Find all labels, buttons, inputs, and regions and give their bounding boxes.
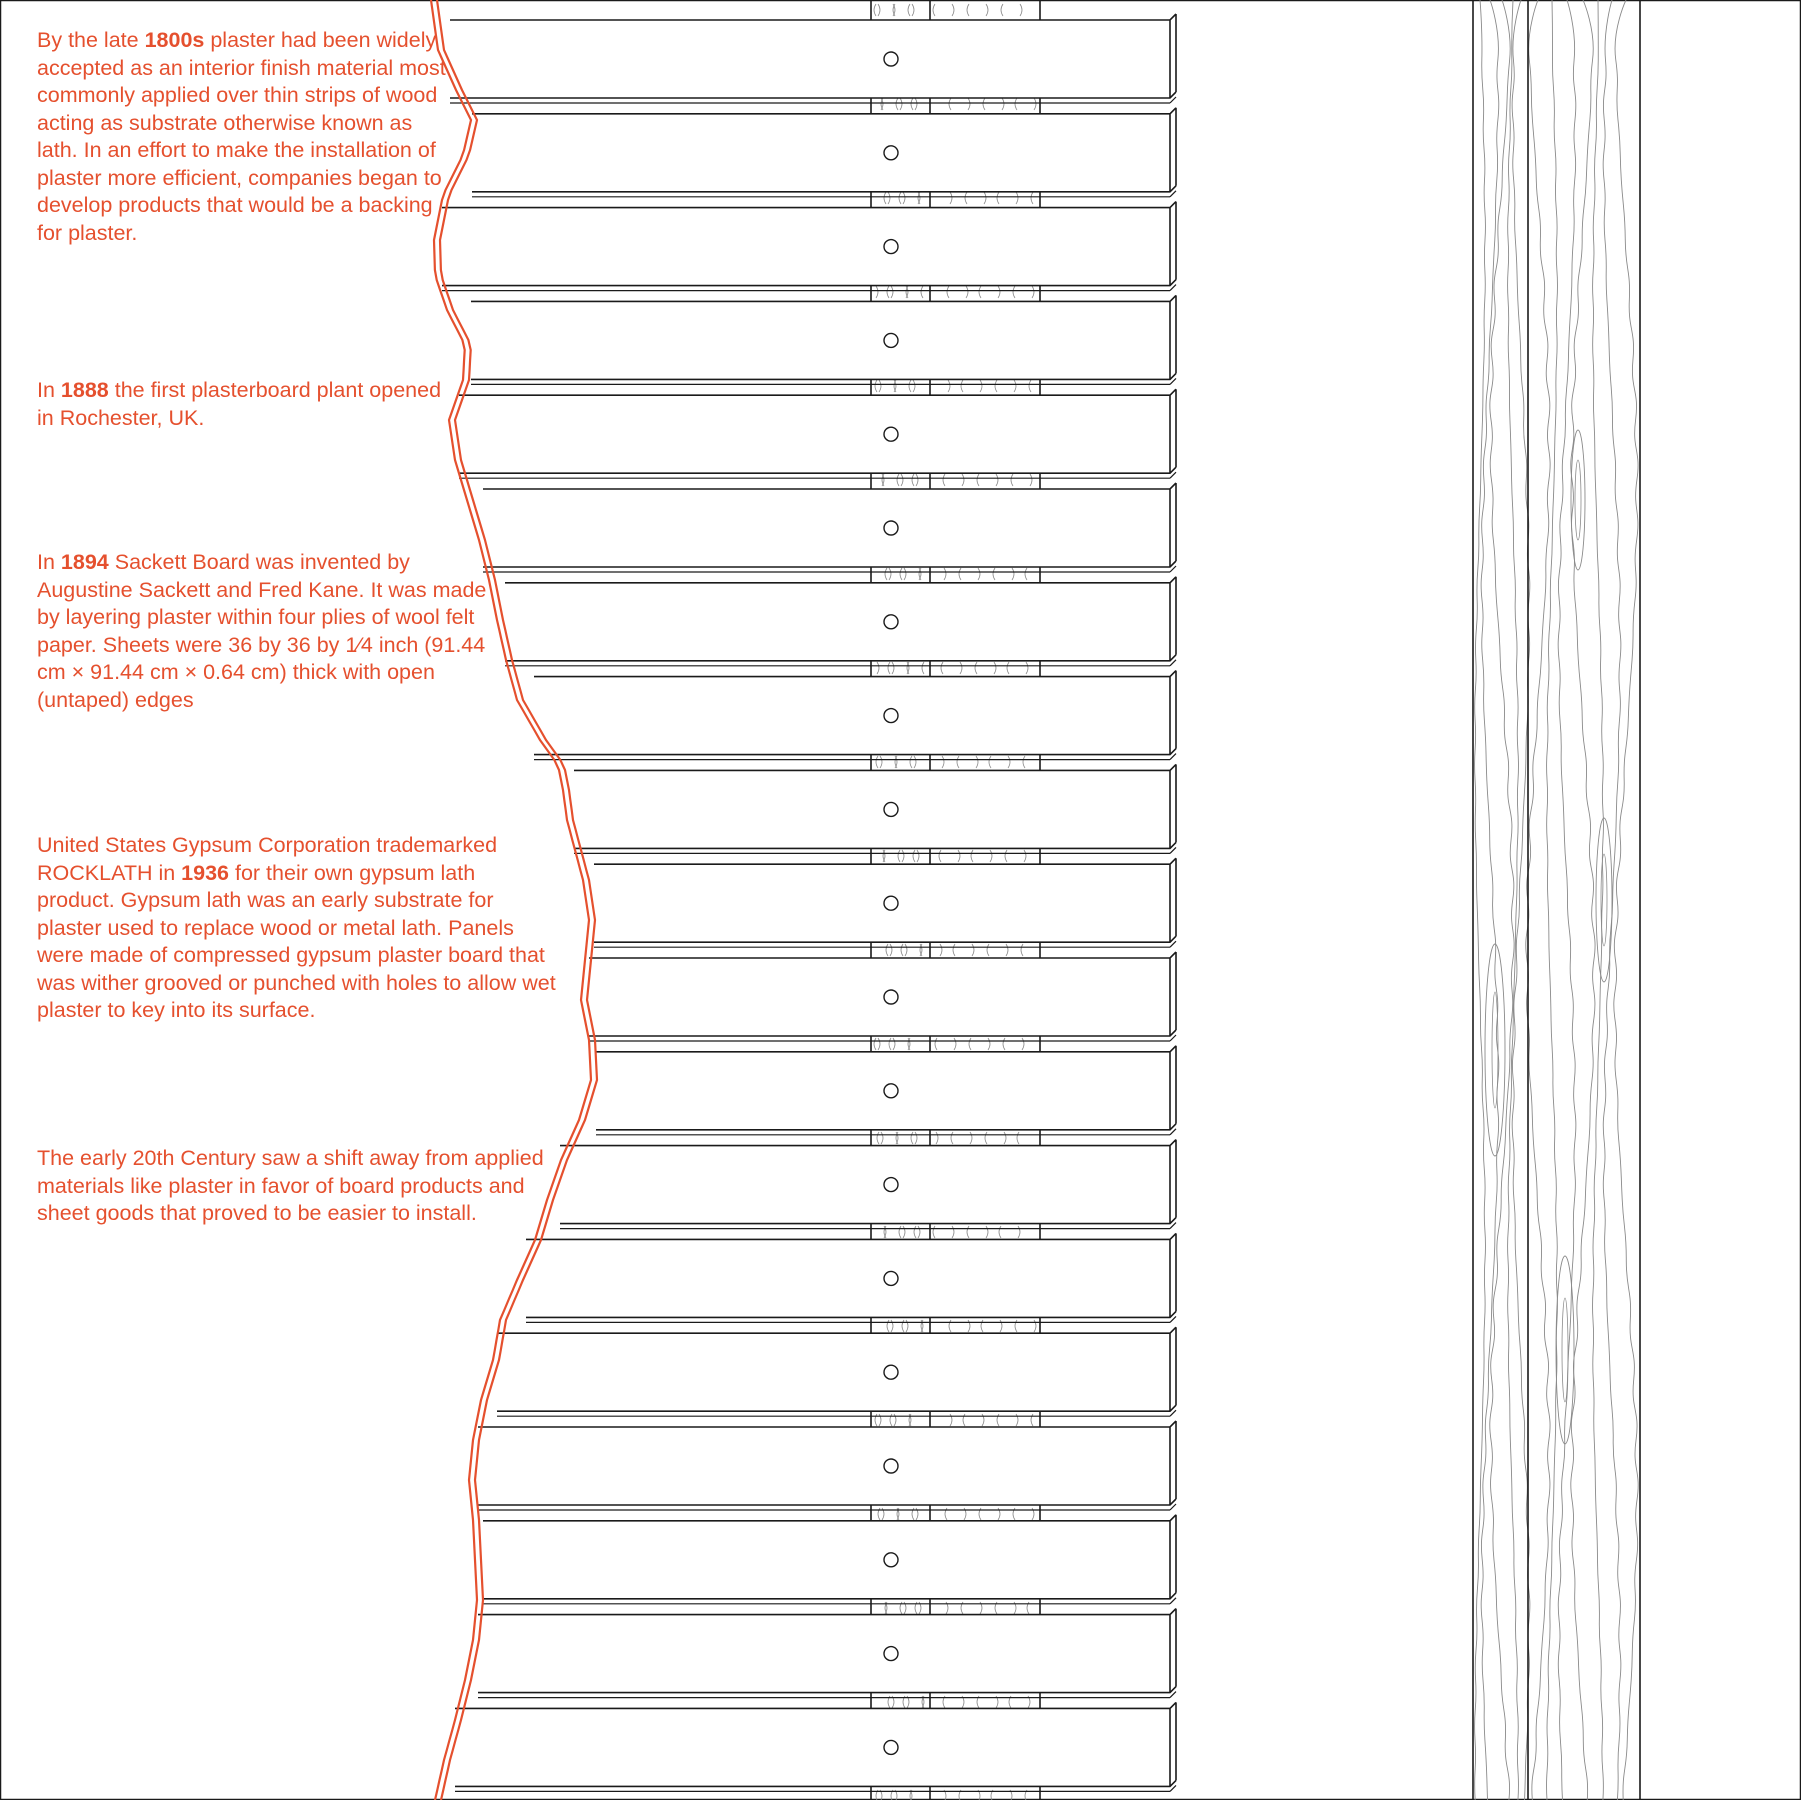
nail-head-circle-icon [884,240,898,254]
lath-strip [560,1140,1176,1229]
nail-head-circle-icon [884,1178,898,1192]
lath-strip [472,108,1176,197]
nail-head-circle-icon [884,1365,898,1379]
lath-strip [483,1515,1176,1604]
nail-head-circle-icon [884,615,898,629]
nail-head-circle-icon [884,896,898,910]
lath-strip [505,577,1176,666]
lath-strip [497,1327,1176,1416]
lath-strip [471,295,1176,384]
lath-strip [442,202,1176,291]
note-early-20th-century: The early 20th Century saw a shift away from applied materials like plaster in favor of board products and sheet goods that proved to be easier to install. [37,1146,544,1225]
nail-head-circle-icon [884,1271,898,1285]
nail-head-circle-icon [884,521,898,535]
nail-head-circle-icon [884,333,898,347]
lath-strip [589,952,1176,1041]
nail-head-circle-icon [884,990,898,1004]
nail-head-circle-icon [884,1084,898,1098]
nail-head-circle-icon [884,709,898,723]
lath-strip [483,483,1176,572]
nail-head-circle-icon [884,1553,898,1567]
lath-strip [596,1046,1176,1135]
lath-strip [459,389,1176,478]
lath-strip [534,671,1176,760]
note-1888: In 1888 the first plasterboard plant opened in Rochester, UK. [37,378,442,430]
lath-strip [455,1702,1176,1791]
lath-strip [450,14,1176,103]
lath-strip [478,1609,1176,1698]
nail-head-circle-icon [884,146,898,160]
lath-strip [526,1233,1176,1322]
nail-head-circle-icon [884,1740,898,1754]
note-1894: In 1894 Sackett Board was invented by Augustine Sackett and Fred Kane. It was made by layering plaster within four plies of wool felt paper. Sheets were 36 by 36 by 1⁄4 inch (91.44 cm × 91.44 cm × 0.64 cm) thick with open (untaped) edges [37,550,487,712]
lath-strip [478,1421,1176,1510]
note-late-1800s: By the late 1800s plaster had been widely accepted as an interior finish material most commonly applied over thin strips of wood acting as substrate otherwise known as lath. In an effort to make the installation of plaster more efficient, companies began to develop products that would be a backing for plaster. [37,28,446,245]
nail-head-circle-icon [884,802,898,816]
lath-strip [574,764,1176,853]
note-1936: United States Gypsum Corporation trademarked ROCKLATH in 1936 for their own gypsum lath product. Gypsum lath was an early substrate for plaster used to replace wood or metal lath. Panels were made of compressed gypsum plaster board that was wither grooved or punched with holes to allow wet plaster to key into its surface. [37,833,556,1022]
nail-head-circle-icon [884,52,898,66]
lath-strip [594,858,1176,947]
nail-head-circle-icon [884,427,898,441]
nail-head-circle-icon [884,1459,898,1473]
nail-head-circle-icon [884,1647,898,1661]
